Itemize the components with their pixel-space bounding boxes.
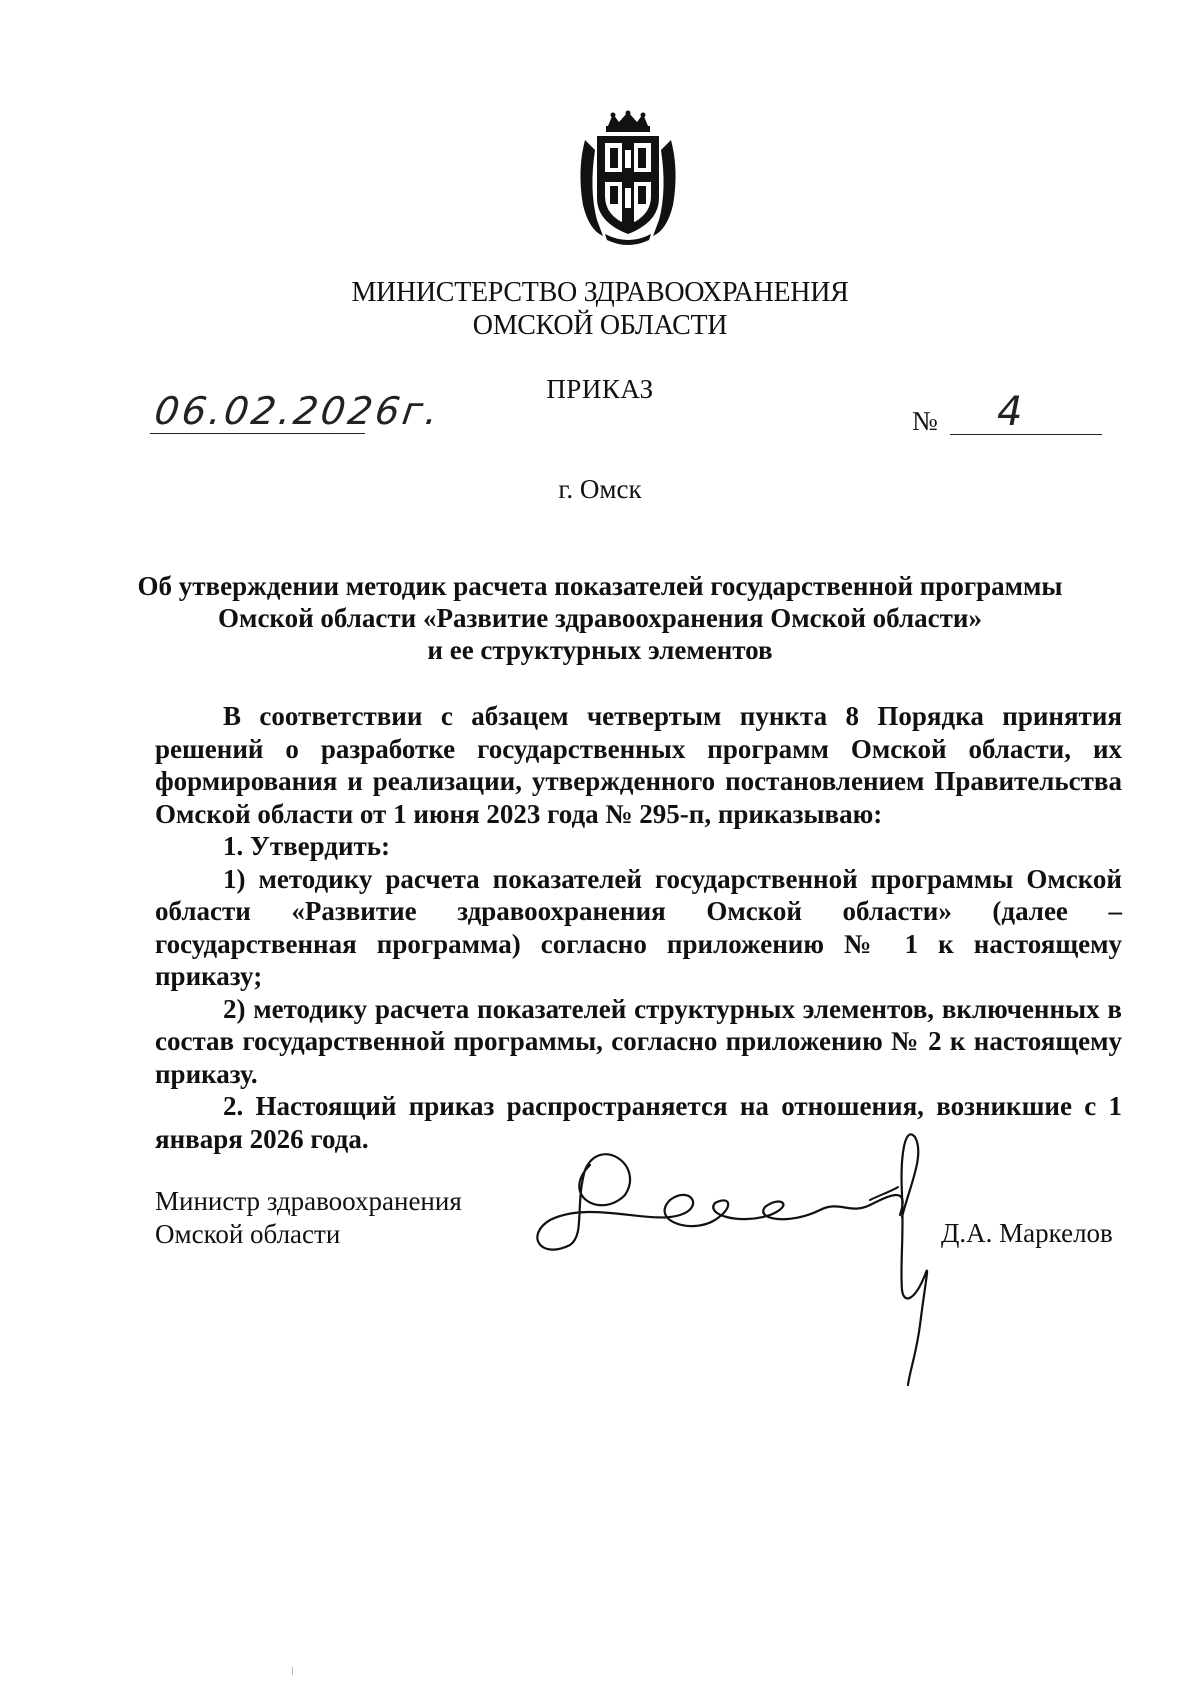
document-body bbox=[155, 700, 1122, 1155]
number-underline bbox=[950, 434, 1102, 435]
signer-name: Д.А. Маркелов bbox=[941, 1218, 1113, 1248]
body-paragraph-subitem2: 2) методику расчета показателей структурных элементов, включенных в состав государственной программы, согласно приложению № 2 к настоящему приказу. bbox=[155, 993, 1122, 1089]
doc-type: ПРИКАЗ bbox=[546, 374, 654, 404]
document-title bbox=[0, 570, 1200, 666]
handwritten-date: 06.02.2026г. bbox=[151, 389, 444, 433]
city: г. Омск bbox=[558, 474, 642, 504]
body-paragraph-preamble: В соответствии с абзацем четвертым пункта 8 Порядка принятия решений о разработке государственных программ Омской области, их формирования и реализации, утвержденного постановлением Правительства Омской области от 1 июня 2023 года № 295-п, приказываю: bbox=[155, 701, 1122, 829]
signer-position-line2: Омской области bbox=[155, 1219, 341, 1249]
title-line1: Об утверждении методик расчета показателей государственной программы bbox=[137, 571, 1063, 601]
title-line3: и ее структурных элементов bbox=[427, 635, 773, 665]
handwritten-number: 4 bbox=[997, 389, 1023, 435]
page-mark bbox=[292, 1667, 293, 1675]
number-label: № bbox=[912, 406, 938, 436]
handwritten-signature bbox=[530, 1125, 1000, 1390]
date-underline bbox=[150, 433, 365, 434]
org-name-line1: МИНИСТЕРСТВО ЗДРАВООХРАНЕНИЯ bbox=[351, 277, 849, 308]
title-line2: Омской области «Развитие здравоохранения Омской области» bbox=[218, 603, 982, 633]
coat-of-arms-icon bbox=[575, 110, 681, 246]
body-paragraph-item2: 2. Настоящий приказ распространяется на отношения, возникшие с 1 января 2026 года. bbox=[155, 1091, 1122, 1154]
body-paragraph-subitem1: 1) методику расчета показателей государственной программы Омской области «Развитие здравоохранения Омской области» (далее – государственная программа) согласно приложению № 1 к настоящему приказу; bbox=[155, 863, 1122, 991]
org-name-line2: ОМСКОЙ ОБЛАСТИ bbox=[472, 310, 728, 341]
body-paragraph-item1: 1. Утвердить: bbox=[223, 831, 391, 861]
signer-position bbox=[155, 1185, 462, 1251]
signer-position-line1: Министр здравоохранения bbox=[155, 1186, 462, 1216]
